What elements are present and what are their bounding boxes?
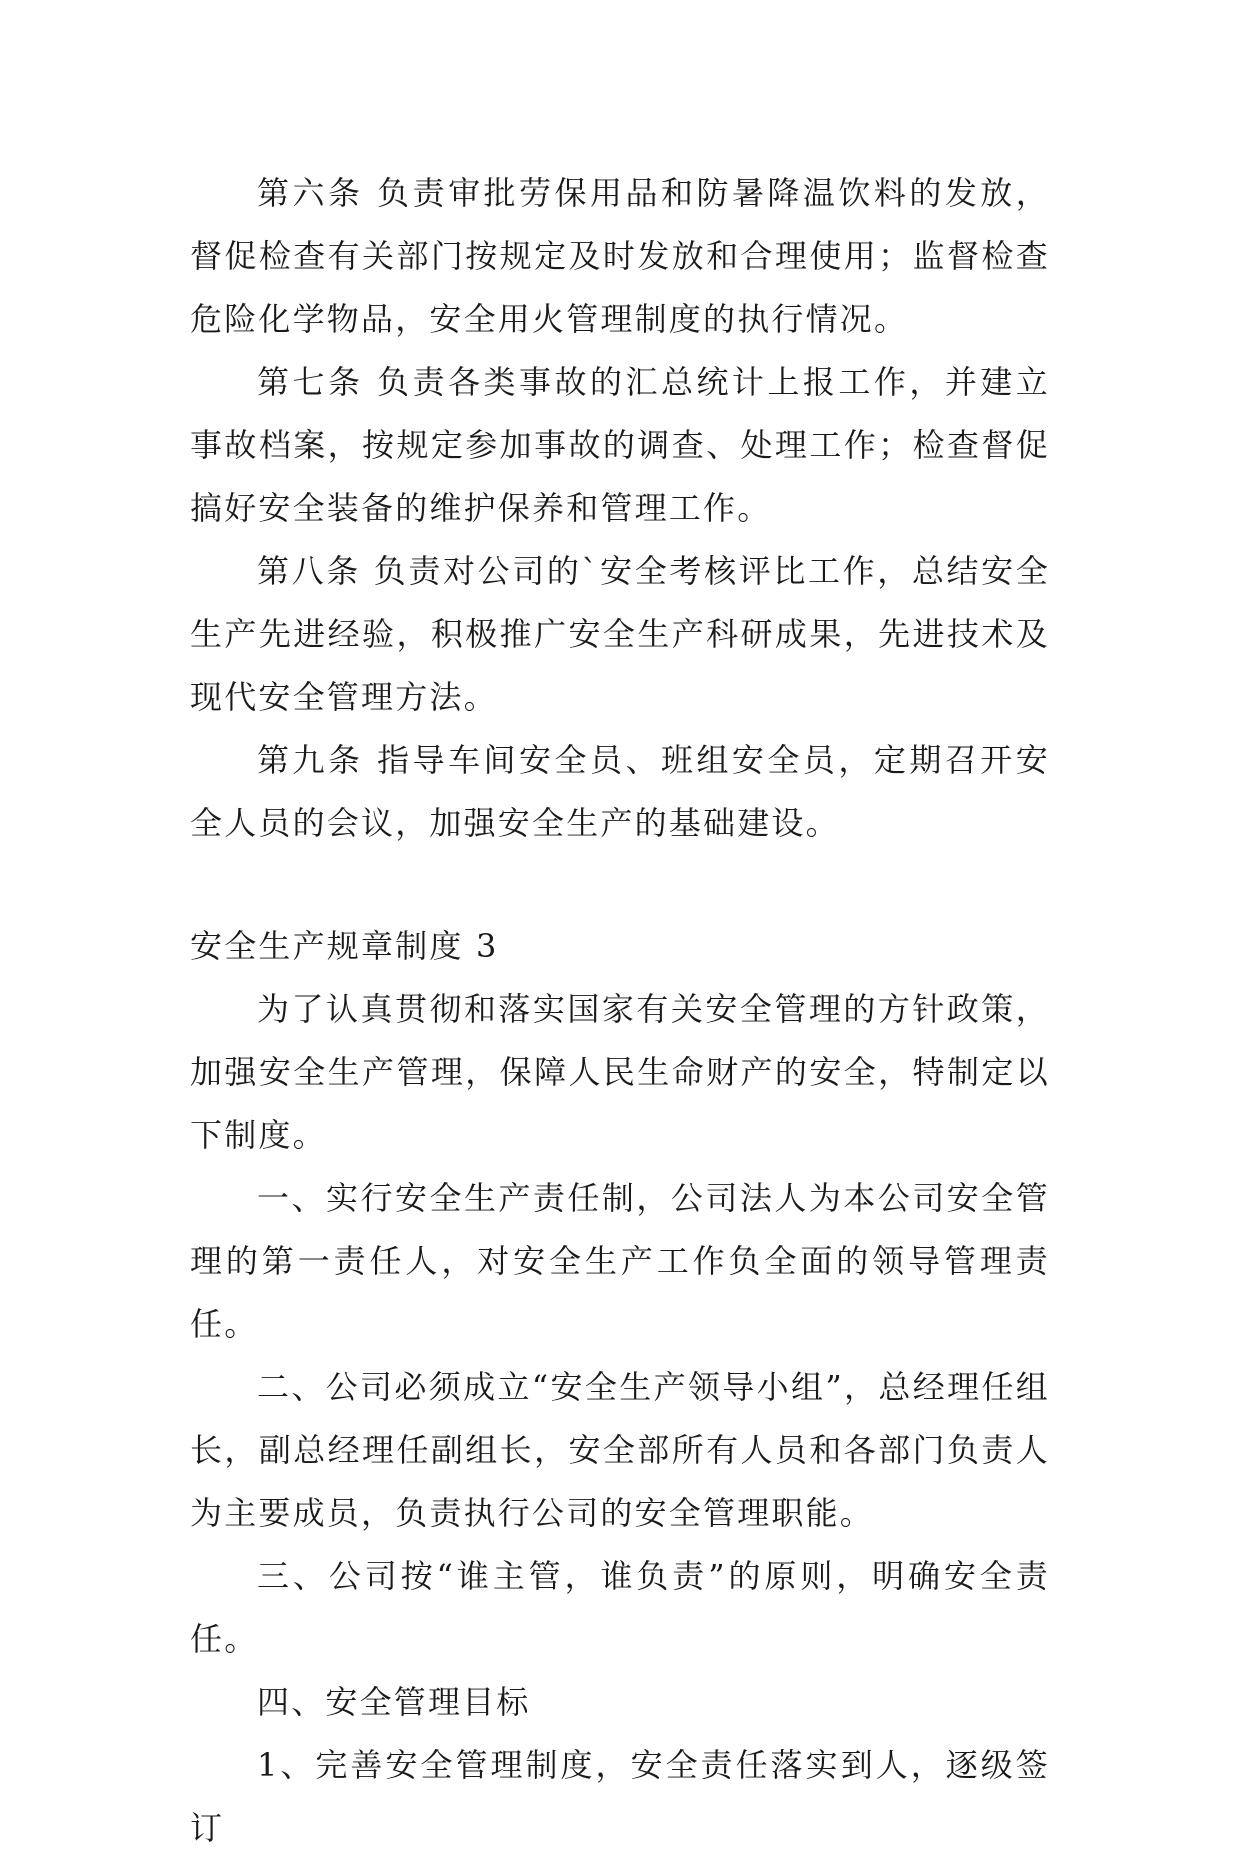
intro-paragraph: 为了认真贯彻和落实国家有关安全管理的方针政策，加强安全生产管理，保障人民生命财产的安全，特制定以下制度。 [190,990,1050,1154]
subitem-1-paragraph: 1、完善安全管理制度，安全责任落实到人，逐级签订 [190,1746,1050,1847]
section-heading: 安全生产规章制度 3 [190,927,499,965]
document-body [190,162,1050,1860]
item-4-heading: 四、安全管理目标 [257,1683,531,1721]
article-9-paragraph: 第九条 指导车间安全员、班组安全员，定期召开安全人员的会议，加强安全生产的基础建设。 [190,741,1050,842]
article-7-paragraph: 第七条 负责各类事故的汇总统计上报工作，并建立事故档案，按规定参加事故的调查、处理工作；检查督促搞好安全装备的维护保养和管理工作。 [190,363,1050,527]
item-2-paragraph: 二、公司必须成立“安全生产领导小组”，总经理任组长，副总经理任副组长，安全部所有人员和各部门负责人为主要成员，负责执行公司的安全管理职能。 [190,1368,1050,1532]
item-1-paragraph: 一、实行安全生产责任制，公司法人为本公司安全管理的第一责任人，对安全生产工作负全面的领导管理责任。 [190,1179,1050,1343]
article-6-paragraph: 第六条 负责审批劳保用品和防暑降温饮料的发放，督促检查有关部门按规定及时发放和合理使用；监督检查危险化学物品，安全用火管理制度的执行情况。 [190,174,1050,338]
item-3-paragraph: 三、公司按“谁主管，谁负责”的原则，明确安全责任。 [190,1557,1050,1658]
article-8-paragraph: 第八条 负责对公司的`安全考核评比工作，总结安全生产先进经验，积极推广安全生产科研成果，先进技术及现代安全管理方法。 [190,552,1050,716]
